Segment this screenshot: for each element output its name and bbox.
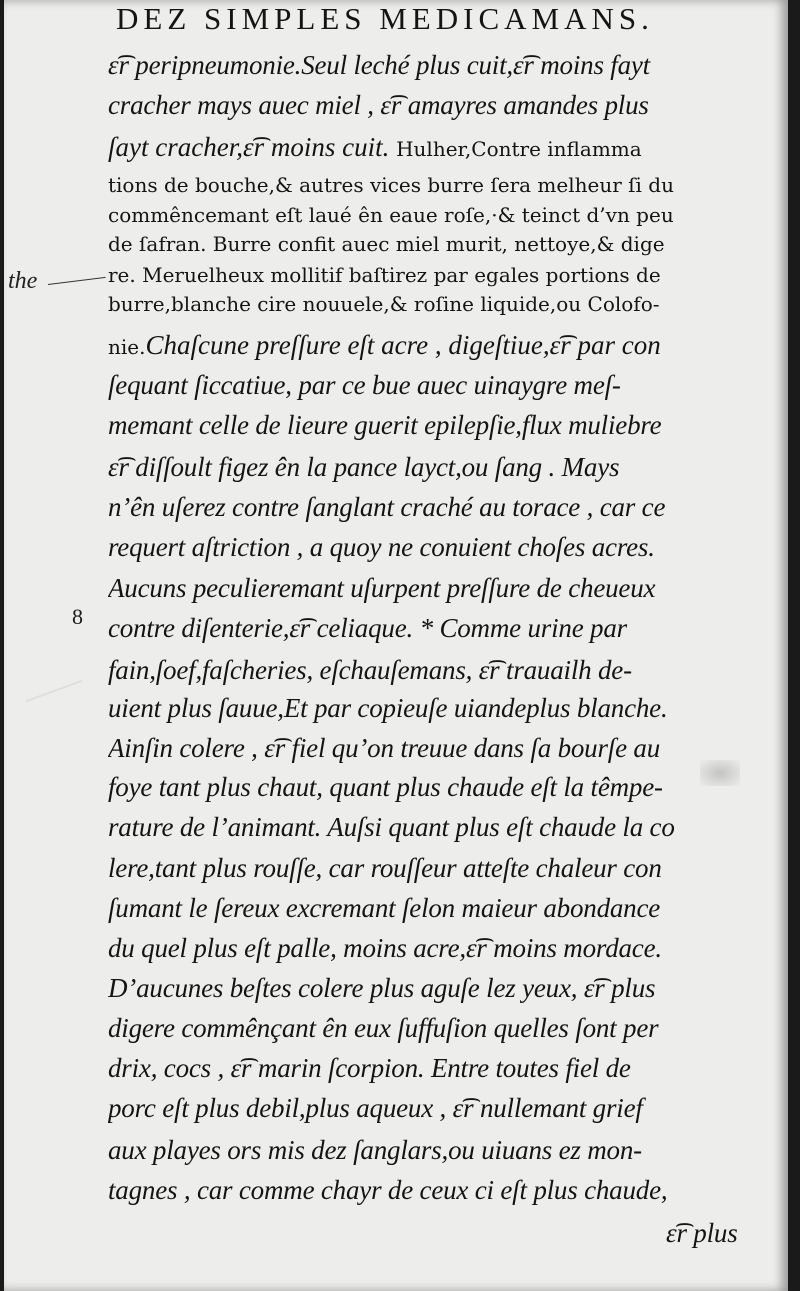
book-page: [4, 0, 788, 1291]
paper-mark: [25, 680, 82, 702]
text-line: de ſafran. Burre confit auec miel murit, nettoye,& dige: [108, 232, 665, 256]
italic-run: Chaſcune preſſure eſt acre , digeſtiue,ɛ͡r par con: [145, 330, 661, 360]
text-line: rature de l’animant. Auſsi quant plus eſt chaude la co: [108, 812, 675, 842]
text-line: n’ên uſerez contre ſanglant craché au torace , car ce: [108, 492, 666, 522]
margin-pen-stroke: [48, 277, 106, 285]
text-line: tagnes , car comme chayr de ceux ci eſt plus chaude,: [108, 1175, 668, 1205]
text-line: tions de bouche,& autres vices burre ſera melheur ſi du: [108, 173, 674, 197]
text-line: ɛ͡r peripneumonie.Seul leché plus cuit,ɛ͡r moins fayt: [108, 50, 650, 80]
text-line: [108, 330, 758, 361]
italic-run: ſayt cracher,ɛ͡r moins cuit.: [108, 132, 397, 162]
text-line: porc eſt plus debil,plus aqueux , ɛ͡r nullemant grief: [108, 1093, 643, 1123]
text-line: re. Meruelheux mollitif baſtirez par egales portions de: [108, 263, 661, 287]
text-line: D’aucunes beſtes colere plus aguſe lez yeux, ɛ͡r plus: [108, 973, 656, 1003]
text-line: uient plus ſauue,Et par copieuſe uiandeplus blanche.: [108, 693, 668, 723]
text-line: aux playes ors mis dez ſanglars,ou uiuans ez mon-: [108, 1135, 642, 1165]
text-line: memant celle de lieure guerit epilepſie,flux muliebre: [108, 410, 662, 440]
roman-run: nie.: [108, 335, 146, 359]
text-line: ɛ͡r diſſoult figez ên la pance layct,ou ſang . Mays: [108, 452, 620, 482]
text-line: du quel plus eſt palle, moins acre,ɛ͡r moins mordace.: [108, 933, 662, 963]
text-line: drix, cocs , ɛ͡r marin ſcorpion. Entre toutes fiel de: [108, 1053, 631, 1083]
catchword: ɛ͡r plus: [666, 1218, 738, 1248]
text-line: digere commênçant ên eux ſuffuſion quelles ſont per: [108, 1013, 659, 1043]
text-line: fain,ſoef,faſcheries, eſchauſemans, ɛ͡r trauailh de-: [108, 655, 632, 685]
running-header: DEZ SIMPLES MEDICAMANS.: [116, 1, 654, 36]
roman-run: Hulher,Contre inflamma: [396, 137, 642, 161]
text-line: lere,tant plus rouſſe, car rouſſeur atteſte chaleur con: [108, 853, 662, 883]
margin-handwritten-note: the: [8, 268, 38, 294]
text-line: Ainſin colere , ɛ͡r fiel qu’on treuue dans ſa bourſe au: [108, 733, 661, 763]
text-line: [108, 132, 758, 163]
text-line: commêncemant eſt laué ên eaue roſe,·& teinct d’vn peu: [108, 203, 674, 227]
text-line: requert aſtriction , a quoy ne conuient choſes acres.: [108, 532, 655, 562]
text-line: cracher mays auec miel , ɛ͡r amayres amandes plus: [108, 90, 649, 120]
text-line: burre,blanche cire nouuele,& roſine liquide,ou Colofo-: [108, 292, 660, 316]
text-line: foye tant plus chaut, quant plus chaude eſt la têmpe-: [108, 772, 663, 802]
text-line: Aucuns peculieremant uſurpent preſſure de cheueux: [108, 573, 656, 603]
text-line: ſequant ſiccatiue, par ce bue auec uinaygre meſ-: [108, 370, 621, 400]
margin-number: 8: [72, 604, 83, 629]
text-line: contre diſenterie,ɛ͡r celiaque. * Comme urine par: [108, 613, 627, 643]
text-line: ſumant le ſereux excremant ſelon maieur abondance: [108, 893, 661, 923]
